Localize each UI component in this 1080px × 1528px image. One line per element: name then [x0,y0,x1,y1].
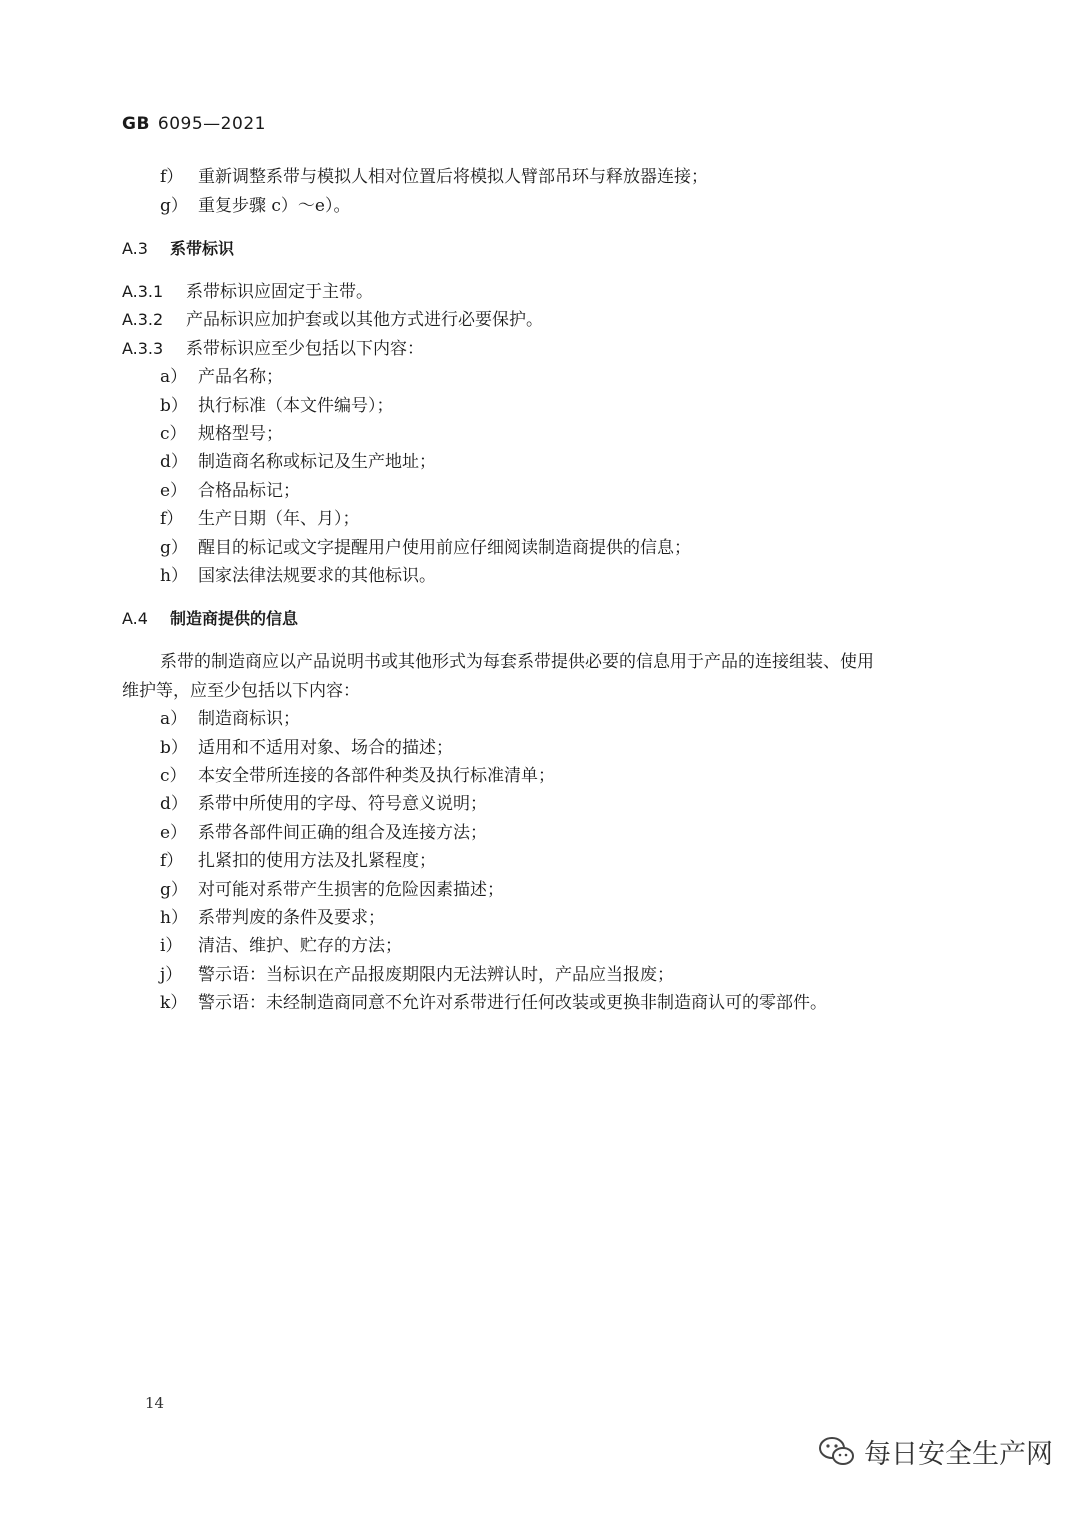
wechat-icon [818,1436,856,1468]
watermark [818,1432,1053,1471]
section-heading-a4: A.4 制造商提供的信息 [122,609,299,628]
list-item: e） 系带各部件间正确的组合及连接方法； [160,823,487,843]
list-item: f） 生产日期（年、月）； [160,509,360,529]
list-item: g） 重复步骤 c）～e）。 [160,196,351,216]
list-item: j） 警示语：当标识在产品报废期限内无法辨认时，产品应当报废； [160,965,674,985]
list-item: h） 系带判废的条件及要求； [160,908,385,928]
list-item: a） 制造商标识； [160,709,300,729]
clause-a3-2: A.3.2 产品标识应加护套或以其他方式进行必要保护。 [122,310,543,330]
standard-header [122,114,266,134]
list-item: k） 警示语：未经制造商同意不允许对系带进行任何改装或更换非制造商认可的零部件。 [160,993,827,1013]
clause-a3-1: A.3.1 系带标识应固定于主带。 [122,282,373,302]
list-item: i） 清洁、维护、贮存的方法； [160,936,402,956]
clause-a3-3: A.3.3 系带标识应至少包括以下内容： [122,339,424,359]
section-heading-a3: A.3 系带标识 [122,239,235,258]
list-item: b） 执行标准（本文件编号）； [160,396,394,416]
watermark-text: 每日安全生产网 [864,1439,1053,1470]
page-number: 14 [145,1394,165,1412]
list-item: f） 重新调整系带与模拟人相对位置后将模拟人臂部吊环与释放器连接； [160,167,708,187]
standard-number: 6095—2021 [157,114,266,134]
paragraph-line: 系带的制造商应以产品说明书或其他形式为每套系带提供必要的信息用于产品的连接组装、使用 [160,652,874,672]
list-item: f） 扎紧扣的使用方法及扎紧程度； [160,851,436,871]
list-item: c） 本安全带所连接的各部件种类及执行标准清单； [160,766,555,786]
list-item: b） 适用和不适用对象、场合的描述； [160,738,453,758]
list-item: h） 国家法律法规要求的其他标识。 [160,566,436,586]
list-item: d） 制造商名称或标记及生产地址； [160,452,436,472]
paragraph-line: 维护等，应至少包括以下内容： [122,681,360,701]
list-item: d） 系带中所使用的字母、符号意义说明； [160,794,487,814]
list-item: e） 合格品标记； [160,481,300,501]
list-item: g） 对可能对系带产生损害的危险因素描述； [160,880,504,900]
list-item: a） 产品名称； [160,367,283,387]
standard-prefix: GB [122,114,150,134]
list-item: g） 醒目的标记或文字提醒用户使用前应仔细阅读制造商提供的信息； [160,538,691,558]
list-item: c） 规格型号； [160,424,283,444]
